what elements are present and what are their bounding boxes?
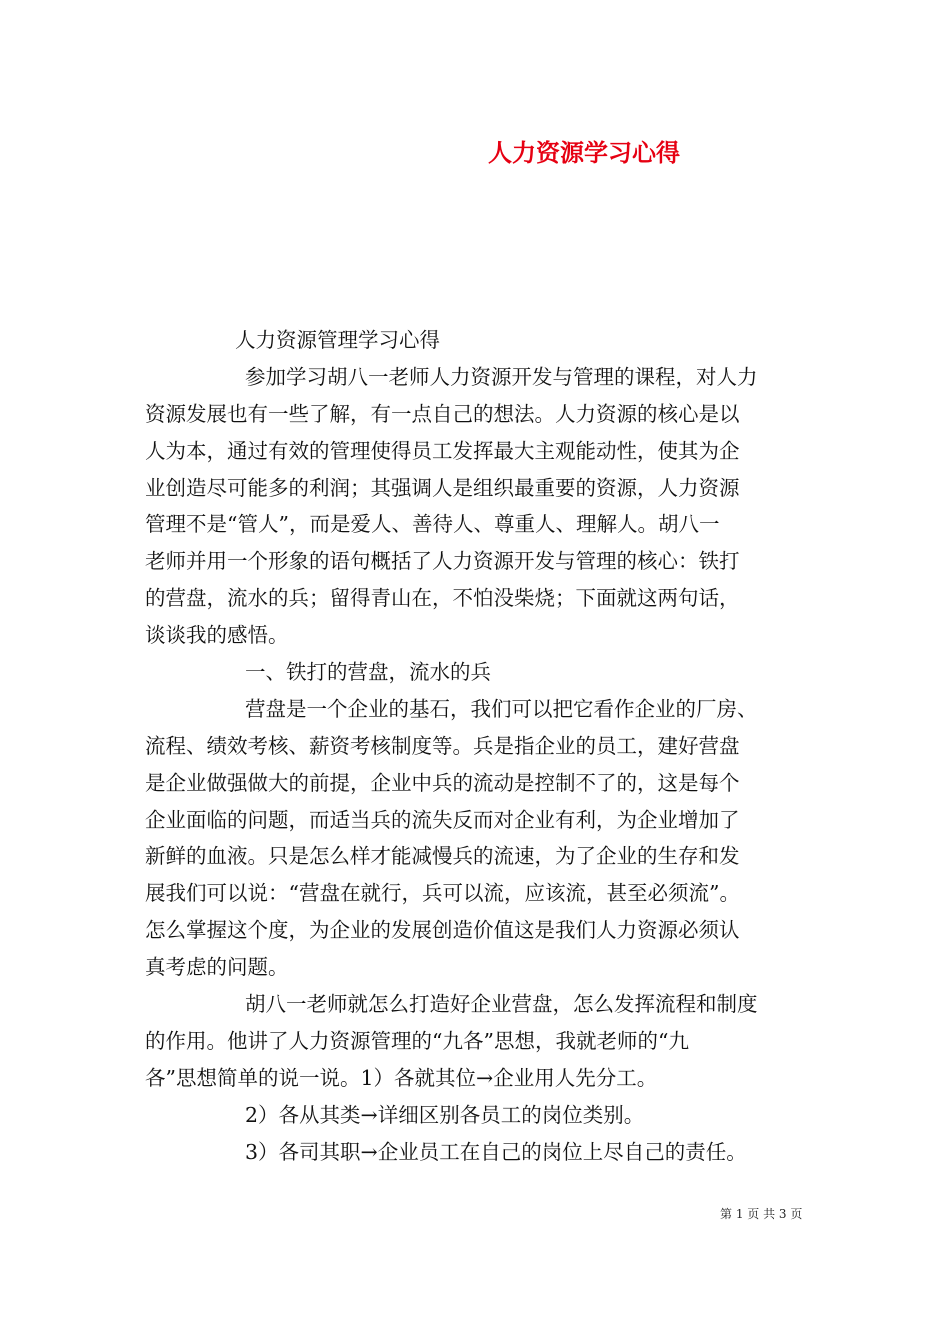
- section-heading: 人力资源管理学习心得: [235, 328, 440, 352]
- section-heading: 一、铁打的营盘，流水的兵: [245, 660, 491, 685]
- paragraph-line: 企业面临的问题，而适当兵的流失反而对企业有利，为企业增加了: [145, 807, 740, 832]
- paragraph-line: 展我们可以说：“营盘在就行，兵可以流，应该流，甚至必须流”。: [145, 881, 740, 906]
- page-number: 第 1 页 共 3 页: [720, 1207, 803, 1221]
- paragraph-line: 的营盘，流水的兵；留得青山在，不怕没柴烧；下面就这两句话，: [145, 586, 740, 611]
- paragraph-line: 是企业做强做大的前提，企业中兵的流动是控制不了的，这是每个: [145, 770, 740, 795]
- paragraph-line: 的作用。他讲了人力资源管理的“九各”思想，我就老师的“九: [145, 1028, 689, 1053]
- paragraph-line: 各”思想简单的说一说。1）各就其位→企业用人先分工。: [145, 1065, 658, 1090]
- paragraph-line: 营盘是一个企业的基石，我们可以把它看作企业的厂房、: [245, 696, 758, 721]
- list-item: 3）各司其职→企业员工在自己的岗位上尽自己的责任。: [245, 1139, 747, 1164]
- list-item: 2）各从其类→详细区别各员工的岗位类别。: [245, 1102, 645, 1127]
- paragraph-line: 人为本，通过有效的管理使得员工发挥最大主观能动性，使其为企: [145, 438, 740, 463]
- paragraph-line: 管理不是“管人”，而是爱人、善待人、尊重人、理解人。胡八一: [145, 512, 720, 537]
- paragraph-line: 资源发展也有一些了解，有一点自己的想法。人力资源的核心是以: [145, 401, 740, 426]
- document-body: [145, 322, 815, 1170]
- paragraph-line: 怎么掌握这个度，为企业的发展创造价值这是我们人力资源必须认: [145, 918, 740, 943]
- paragraph-line: 新鲜的血液。只是怎么样才能减慢兵的流速，为了企业的生存和发: [145, 844, 740, 869]
- paragraph-line: 流程、绩效考核、薪资考核制度等。兵是指企业的员工，建好营盘: [145, 733, 740, 758]
- paragraph-line: 真考虑的问题。: [145, 955, 289, 980]
- paragraph-line: 老师并用一个形象的语句概括了人力资源开发与管理的核心：铁打: [145, 549, 740, 574]
- paragraph-line: 业创造尽可能多的利润；其强调人是组织最重要的资源，人力资源: [145, 475, 740, 500]
- paragraph-line: 胡八一老师就怎么打造好企业营盘，怎么发挥流程和制度: [245, 992, 758, 1017]
- paragraph-line: 参加学习胡八一老师人力资源开发与管理的课程，对人力: [245, 364, 758, 389]
- paragraph-line: 谈谈我的感悟。: [145, 623, 289, 648]
- document-title: 人力资源学习心得: [488, 138, 680, 167]
